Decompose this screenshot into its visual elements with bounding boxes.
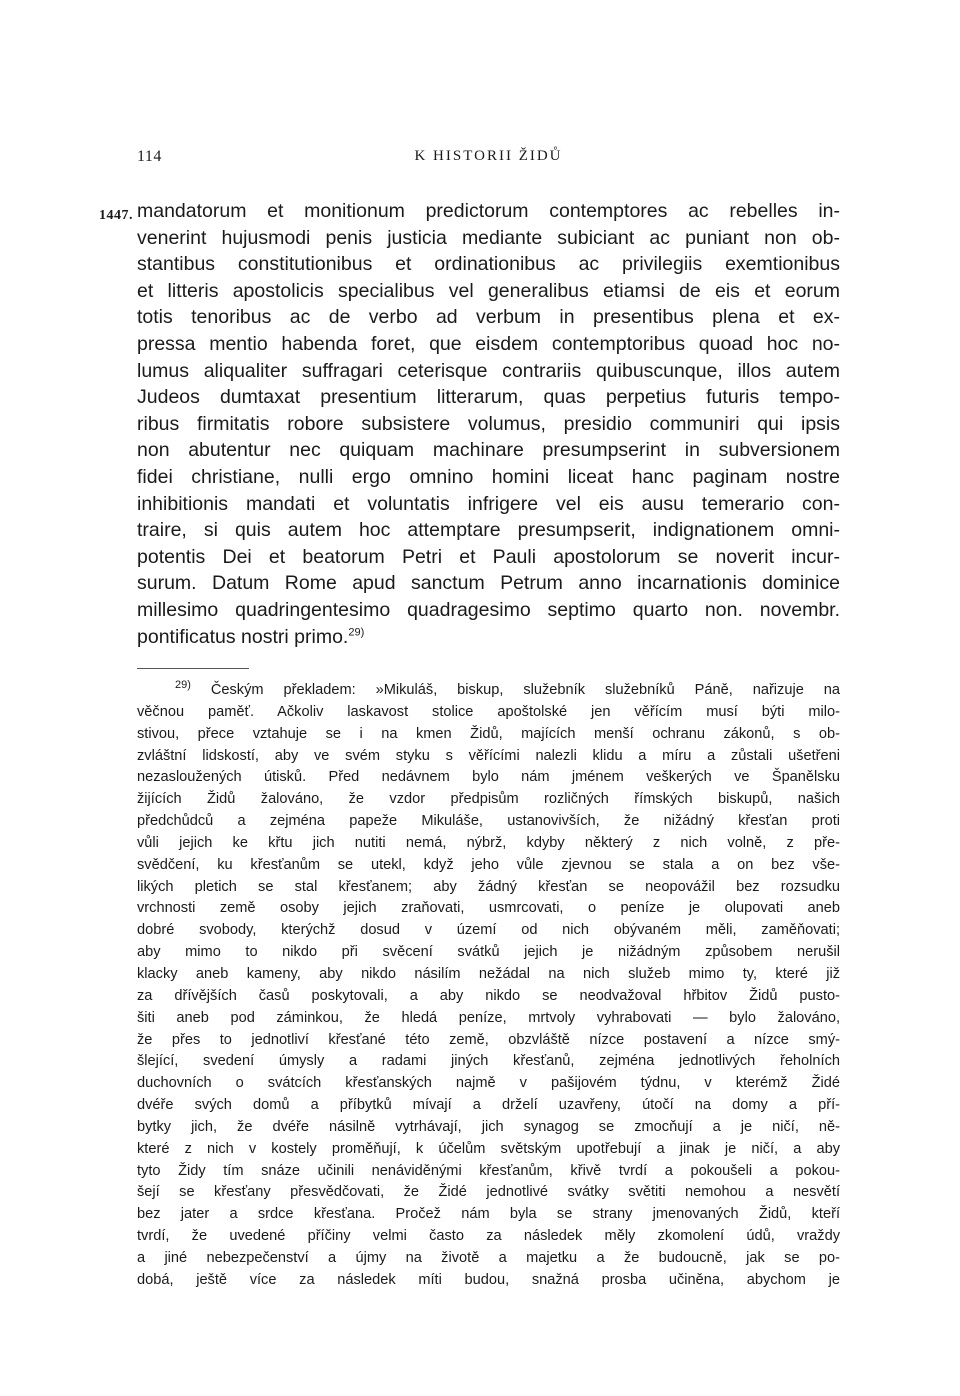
footnote-reference: 29) (348, 626, 365, 638)
text-line: lumus aliqualiter suffragari ceterisque contrariis quibuscunque, illos autem (137, 359, 840, 382)
footnote-line: likých pletich se stal křesťanem; aby žádný křesťan se neopovážil bez rozsudku (137, 878, 840, 895)
text-line: traire, si quis autem hoc attemptare presumpserit, indignationem omni- (137, 519, 840, 542)
text-line: potentis Dei et beatorum Petri et Pauli apostolorum se noverit incur- (137, 545, 840, 568)
footnote-line: a jiné nebezpečenství a újmy na životě a majetku a že budoucně, jak se po- (137, 1249, 840, 1266)
footnote-line: aby mimo to nikdo při svěcení svátků jejich je nižádným způsobem nerušil (137, 944, 840, 961)
footnote-line: stivou, přece vztahuje se i na kmen Židů, majících menší ochranu zákonů, s ob- (137, 725, 840, 742)
footnote (137, 680, 840, 1292)
footnote-divider (137, 668, 249, 669)
text-line: pressa mentio habenda foret, que eisdem contemptoribus quoad hoc no- (137, 332, 840, 355)
text-line: et litteris apostolicis specialibus vel generalibus etiamsi de eis et eorum (137, 279, 840, 302)
text-line: Judeos dumtaxat presentium litterarum, quas perpetius futuris tempo- (137, 386, 840, 409)
footnote-line: zvláštní lidskostí, aby ve svém styku s věřícími nalezli klidu a míru a zůstali ušetřeni (137, 747, 840, 764)
footnote-line: šiti aneb pod záminkou, že hledá peníze, mrtvoly vyhrabovati — bylo žalováno, (137, 1009, 840, 1026)
footnote-marker: 29) (175, 679, 191, 692)
main-text (137, 198, 840, 650)
text-line: millesimo quadringentesimo quadragesimo septimo quarto non. novembr. (137, 598, 840, 621)
footnote-line-content: Českým překladem: »Mikuláš, biskup, služebník služebníků Páně, nařizuje na (190, 682, 840, 698)
footnote-line: bytky jich, že dvéře násilně vytrhávají, jich synagog se zmocňují a je ničí, ně- (137, 1118, 840, 1135)
footnote-line: nezasloužených útisků. Před nedávnem bylo nám jménem veškerých ve Španělsku (137, 769, 840, 786)
text-line: non abutentur nec quiquam machinare presumpserint in subversionem (137, 439, 840, 462)
page-number: 114 (137, 148, 162, 165)
footnote-line: šlející, svedení úmysly a radami jiných křesťanů, zejména jednotlivých řeholních (137, 1053, 840, 1070)
footnote-line: že přes to jednotliví křesťané této země, obzvláště nízce postavení a nízce smý- (137, 1031, 840, 1048)
footnote-line: věčnou paměť. Ačkoliv laskavost stolice apoštolské jen věřícím musí býti milo- (137, 703, 840, 720)
footnote-line: dobá, ještě více za následek míti budou, snažná prosba učiněna, abychom je (137, 1271, 840, 1288)
footnote-line: bez jater a srdce křesťana. Pročež nám byla se strany jmenovaných Židů, kteří (137, 1206, 840, 1223)
text-line-last (137, 624, 840, 651)
footnote-line-first (137, 680, 840, 702)
footnote-line: žijících Židů žalováno, že vzdor předpisům rozličných římských biskupů, našich (137, 791, 840, 808)
text-line: venerint hujusmodi penis justicia mediante subiciant ac puniant non ob- (137, 226, 840, 249)
footnote-line: dvéře svých domů a příbytků mívají a drželí uzavřeny, útočí na domy a pří- (137, 1097, 840, 1114)
footnote-line: dobré svobody, kterýchž dosud v území od nich obývaném měli, zaměňovati; (137, 922, 840, 939)
text-line: ribus firmitatis robore subsistere volumus, presidio communiri qui ipsis (137, 412, 840, 435)
text-line-content: pontificatus nostri primo. (137, 625, 349, 648)
margin-year: 1447. (99, 208, 133, 223)
text-line: mandatorum et monitionum predictorum contemptores ac rebelles in- (137, 200, 840, 222)
running-title: K HISTORII ŽIDŮ (414, 148, 563, 164)
footnote-line: za dřívějších časů poskytovali, a aby nikdo se neodvažoval hřbitov Židů pusto- (137, 987, 840, 1004)
footnote-line: vůli jejich ke křtu jich nutiti nemá, nýbrž, kdyby některý z nich volně, z pře- (137, 834, 840, 851)
footnote-line: svědčení, ku křesťanům se utekl, když jeho vůle zjevnou se stala a on bez vše- (137, 856, 840, 873)
footnote-line: tyto Židy tím snáze učinili nenáviděnými křesťanům, křivě tvrdí a pokoušeli a pokou- (137, 1162, 840, 1179)
text-line: fidei christiane, nulli ergo omnino homini liceat hanc paginam nostre (137, 465, 840, 488)
text-line: totis tenoribus ac de verbo ad verbum in presentibus plena et ex- (137, 306, 840, 329)
text-line: surum. Datum Rome apud sanctum Petrum anno incarnationis dominice (137, 572, 840, 595)
text-line: inhibitionis mandati et voluntatis infrigere vel eis ausu temerario con- (137, 492, 840, 515)
running-head (137, 148, 840, 170)
text-line: stantibus constitutionibus et ordinationibus ac privilegiis exemtionibus (137, 253, 840, 276)
footnote-line: tvrdí, že uvedené příčiny velmi často za následek měly zkomolení údů, vraždy (137, 1228, 840, 1245)
footnote-line: které z nich v kostely proměňují, k účelům světským upotřebují a jinak je ničí, a aby (137, 1140, 840, 1157)
footnote-line: klacky aneb kameny, aby nikdo násilím nežádal na nich služeb mimo ty, které již (137, 965, 840, 982)
footnote-line: šejí se křesťany přesvědčovati, že Židé jednotlivé svátky světiti nemohou a nesvětí (137, 1184, 840, 1201)
footnote-line: duchovních o svátcích křesťanských najmě v pašijovém týdnu, v kterémž Židé (137, 1075, 840, 1092)
footnote-line: předchůdců a zejména papeže Mikuláše, ustanovivších, že nižádný křesťan proti (137, 813, 840, 830)
footnote-line: vrchnosti země osoby jejich zraňovati, usmrcovati, o peníze je olupovati aneb (137, 900, 840, 917)
